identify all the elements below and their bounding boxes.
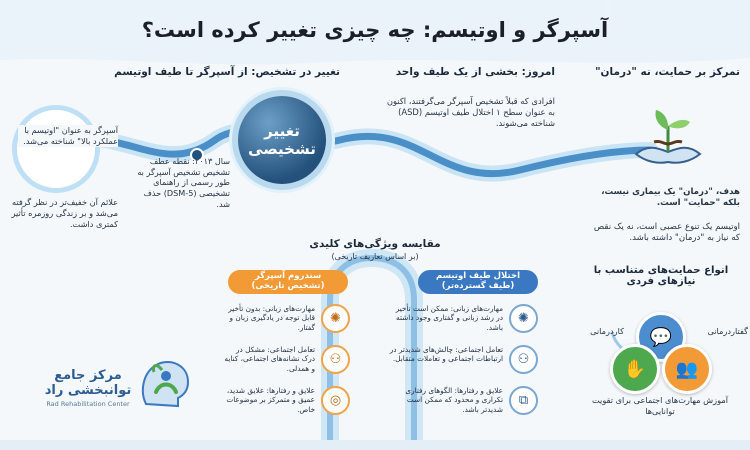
people-icon: ⚇	[509, 345, 538, 374]
target-icon: ◎	[321, 386, 350, 415]
aspergers-feature-interests	[222, 386, 350, 415]
change-heading: تغییر در تشخیص: از آسپرگر تا طیف اوتیسم	[114, 66, 340, 78]
autism-feature-social	[388, 345, 538, 374]
page-title: آسپرگر و اوتیسم: چه چیزی تغییر کرده است؟	[141, 18, 609, 42]
autism-feature-text: تعامل اجتماعی: چالش‌های شدیدتر در ارتباطات اجتماعی و تعاملات متقابل.	[389, 345, 503, 364]
aspergers-description: آسپرگر به عنوان "اوتیسم با عملکرد بالا" شناخته می‌شد.	[18, 125, 118, 147]
diagnostic-change-bubble	[238, 96, 326, 184]
speech-therapy-label: گفتاردرمانی	[707, 326, 748, 336]
aspergers-ring	[12, 105, 100, 193]
aspergers-feature-social	[222, 345, 350, 374]
bubble-line-1: تغییر	[264, 122, 300, 140]
autism-feature-text: علایق و رفتارها: الگوهای رفتاری تکراری و محدود که ممکن است شدیدتر باشد.	[405, 386, 503, 414]
logo-name: مرکز جامع توانبخشی راد	[44, 368, 132, 398]
puzzle-icon: ⧉	[509, 386, 538, 415]
rad-logo-icon	[136, 352, 196, 412]
focus-body: اوتیسم یک تنوع عصبی است، نه یک نقص که نیاز به "درمان" داشته باشد.	[593, 222, 740, 244]
aspergers-feature-text: علایق و رفتارها: علایق شدید، عمیق و متمرکز بر موضوعات خاص.	[226, 386, 315, 414]
people-group-icon: 👥	[662, 344, 712, 394]
supports-heading: انواع حمایت‌های متناسب با نیازهای فردی	[593, 265, 729, 287]
today-heading: امروز: بخشی از یک طیف واحد	[395, 66, 555, 78]
autism-column-header	[418, 270, 538, 294]
turning-point-text: سال ۲۰۱۳: نقطه عطف تشخیص تشخیص آسپرگر به طور رسمی از راهنمای تشخیصی (DSM-5) حذف شد.	[137, 156, 230, 209]
aspergers-column-header	[228, 270, 348, 294]
aspergers-feature-language	[222, 304, 350, 333]
logo-latin-name: Rad Rehabilitation Center	[46, 400, 130, 408]
focus-goal: هدف، "درمان" یک بیماری نیست، بلکه "حمایت" است.	[601, 187, 740, 209]
aspergers-feature-text: تعامل اجتماعی: مشکل در درک نشانه‌های اجتماعی، کنایه و همدلی.	[224, 345, 315, 373]
hands-icon: ✋	[610, 344, 660, 394]
autism-feature-text: مهارت‌های زبانی: ممکن است تأخیر در رشد زبانی و گفتاری وجود داشته باشد.	[395, 304, 503, 332]
autism-column-subtitle: (طیف گسترده‌تر)	[441, 281, 515, 291]
occupational-therapy-label: کاردرمانی	[590, 326, 624, 336]
social-skills-label: آموزش مهارت‌های اجتماعی برای تقویت توانایی‌ها	[592, 395, 728, 416]
aspergers-column-title: سندروم آسپرگر	[254, 271, 322, 282]
people-icon: ⚇	[321, 345, 350, 374]
brain-icon: ✺	[509, 304, 538, 333]
autism-feature-language	[388, 304, 538, 333]
focus-heading: تمرکز بر حمایت، نه "درمان"	[595, 66, 740, 78]
comparison-heading: مقایسه ویژگی‌های کلیدی	[309, 238, 441, 250]
autism-column-title: اختلال طیف اوتیسم	[435, 271, 521, 282]
aspergers-feature-text: مهارت‌های زبانی: بدون تأخیر قابل توجه در یادگیری زبان و گفتار.	[228, 304, 315, 332]
speech-bubble-icon: 💬	[636, 312, 686, 362]
brain-icon: ✺	[321, 304, 350, 333]
comparison-subheading: (بر اساس تعاریف تاریخی)	[331, 252, 419, 261]
plant-hands-icon	[628, 96, 708, 176]
today-body: افرادی که قبلاً تشخیص آسپرگر می‌گرفتند، اکنون به عنوان سطح ۱ اختلال طیف اوتیسم (ASD) شناخته می‌شوند.	[386, 96, 555, 129]
autism-feature-interests	[388, 386, 538, 415]
aspergers-column-subtitle: (تشخیص تاریخی)	[251, 281, 325, 291]
bubble-line-2: تشخیصی	[248, 140, 316, 158]
mild-symptoms-text: علائم آن خفیف‌تر در نظر گرفته می‌شد و بر زندگی روزمره تأثیر کمتری داشت.	[11, 197, 118, 229]
